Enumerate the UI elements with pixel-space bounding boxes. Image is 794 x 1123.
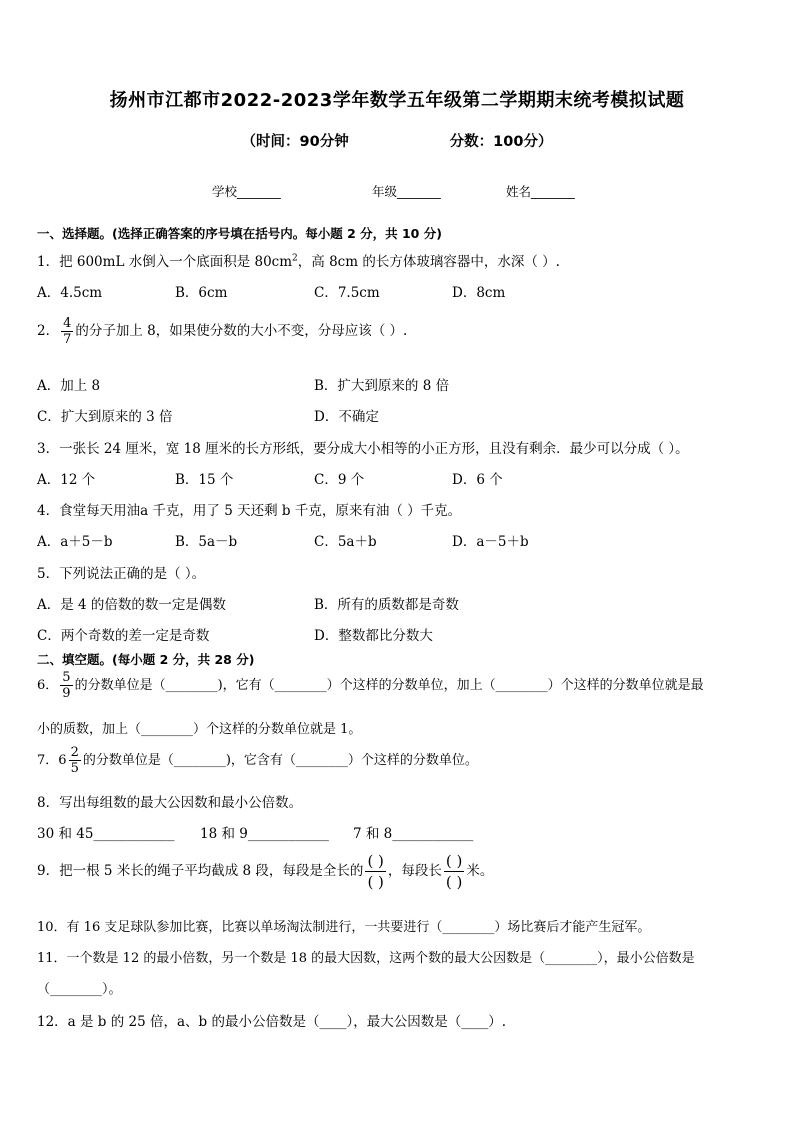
q8-item-1: 30 和 45____________ (37, 826, 175, 842)
q5-option-c: C．两个奇数的差一定是奇数 (37, 628, 210, 644)
question-11: 11．一个数是 12 的最小倍数，另一个数是 18 的最大因数，这两个数的最大公因数是（________），最小公倍数是 (37, 951, 695, 966)
question-6-text: 的分数单位是（________)，它有（________）个这样的分数单位，加上（________）个这样的分数单位就是最 (74, 678, 704, 693)
question-6 (37, 670, 704, 701)
question-3: 3．一张长 24 厘米，宽 18 厘米的长方形纸，要分成大小相等的小正方形，且没有剩余．最少可以分成（ ）。 (37, 441, 689, 457)
question-11-line-2: （________）。 (37, 982, 122, 997)
question-8: 8．写出每组数的最大公因数和最小公倍数。 (37, 795, 303, 811)
q2-option-c: C．扩大到原来的 3 倍 (37, 409, 173, 425)
q4-option-a: A．a＋5－b (37, 534, 113, 550)
q2-option-d: D．不确定 (314, 409, 379, 425)
question-2-text: 的分子加上 8，如果使分数的大小不变，分母应该（ ）. (75, 323, 408, 339)
question-1 (37, 250, 560, 270)
blank-fraction-2 (444, 851, 464, 892)
exam-title: 扬州市江都市2022-2023学年数学五年级第二学期期末统考模拟试题 (109, 90, 685, 111)
blank-numerator: ( ) (367, 852, 384, 870)
fraction-4-7 (61, 316, 73, 347)
q4-option-d: D．a－5＋b (452, 534, 529, 550)
question-7 (37, 745, 478, 776)
question-5: 5．下列说法正确的是（ ）。 (37, 566, 206, 582)
q2-option-a: A．加上 8 (37, 378, 101, 394)
q1-option-c: C．7.5cm (314, 285, 380, 301)
question-7-text: 的分数单位是（________)，它含有（________）个这样的分数单位。 (82, 753, 478, 768)
question-1-pre: 1．把 600mL 水倒入一个底面积是 80cm (37, 254, 293, 270)
q1-option-b: B．6cm (175, 285, 228, 301)
q3-option-c: C．9 个 (314, 472, 365, 488)
mixed-number-whole: 6 (58, 753, 67, 768)
fraction-numerator: 2 (70, 745, 79, 760)
q5-option-a: A．是 4 的倍数的数一定是偶数 (37, 597, 226, 613)
question-2 (37, 316, 407, 347)
blank-denominator: ( ) (367, 873, 384, 891)
q3-option-d: D．6 个 (452, 472, 503, 488)
q8-item-2: 18 和 9____________ (200, 826, 329, 842)
question-4: 4．食堂每天用油a 千克，用了 5 天还剩 b 千克，原来有油（ ）千克。 (37, 503, 462, 519)
q1-option-d: D．8cm (452, 285, 506, 301)
question-1-superscript: 2 (292, 253, 298, 264)
question-9-pre: 9．把一根 5 米长的绳子平均截成 8 段，每段是全长的 (37, 863, 364, 879)
question-6-number: 6． (37, 678, 59, 693)
question-9 (37, 851, 493, 892)
fraction-denominator: 9 (62, 686, 71, 701)
fraction-numerator: 5 (62, 670, 71, 685)
q8-item-3: 7 和 8____________ (353, 826, 474, 842)
fraction-5-9 (60, 670, 72, 701)
question-9-post: 米。 (466, 863, 494, 879)
question-10: 10．有 16 支足球队参加比赛，比赛以单场淘汰制进行，一共要进行（________）场比赛后才能产生冠军。 (37, 920, 651, 935)
q3-option-a: A．12 个 (37, 472, 96, 488)
q3-option-b: B．15 个 (175, 472, 234, 488)
q2-option-b: B．扩大到原来的 8 倍 (314, 378, 450, 394)
section-2-heading: 二、填空题。(每小题 2 分，共 28 分) (37, 652, 255, 667)
question-12: 12．a 是 b 的 25 倍，a、b 的最小公倍数是（____），最大公因数是（____）. (37, 1014, 507, 1030)
blank-numerator: ( ) (445, 852, 463, 870)
question-7-number: 7． (37, 753, 59, 768)
q4-option-b: B．5a－b (175, 534, 238, 550)
grade-field: 年级_______ (372, 184, 441, 199)
fraction-denominator: 5 (70, 761, 79, 776)
q5-option-b: B．所有的质数都是奇数 (314, 597, 459, 613)
section-1-heading: 一、选择题。(选择正确答案的序号填在括号内。每小题 2 分，共 10 分) (37, 226, 442, 241)
blank-fraction-1 (365, 851, 385, 892)
blank-denominator: ( ) (445, 873, 463, 891)
fraction-2-5 (69, 745, 81, 776)
q1-option-a: A．4.5cm (37, 285, 103, 301)
question-6-line-2: 小的质数，加上（________）个这样的分数单位就是 1。 (37, 722, 362, 737)
q4-option-c: C．5a＋b (314, 534, 377, 550)
fraction-numerator: 4 (63, 316, 72, 331)
exam-subtitle: （时间：90分钟 分数：100分） (241, 134, 553, 150)
question-1-post: ，高 8cm 的长方体玻璃容器中，水深（ ）. (297, 254, 560, 270)
question-9-mid: ，每段长 (387, 863, 442, 879)
fraction-denominator: 7 (63, 332, 72, 347)
q5-option-d: D．整数都比分数大 (314, 628, 433, 644)
name-field: 姓名_______ (506, 184, 575, 199)
school-field: 学校_______ (212, 184, 281, 199)
question-2-number: 2． (37, 323, 60, 339)
